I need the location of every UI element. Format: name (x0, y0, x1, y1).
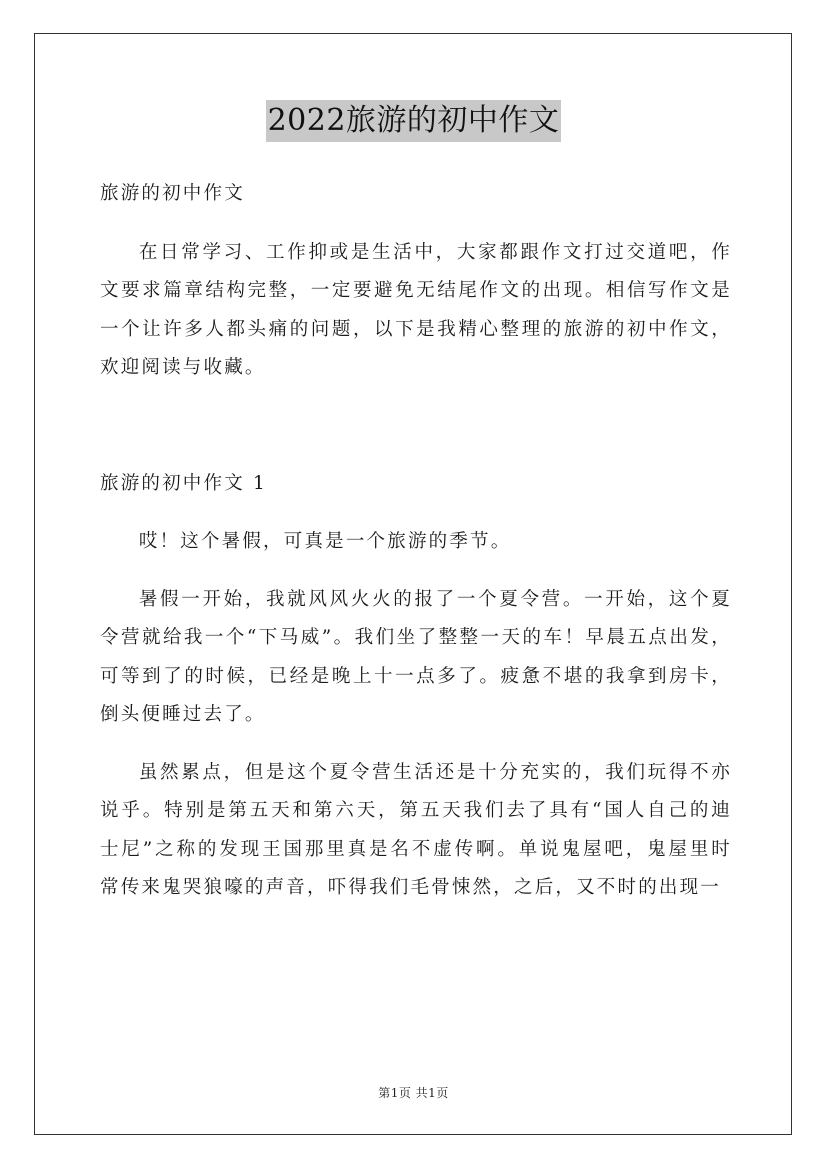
essay-paragraph: 虽然累点，但是这个夏令营生活还是十分充实的，我们玩得不亦说乎。特别是第五天和第六天，第五天我们去了具有“国人自己的迪士尼”之称的发现王国那里真是名不虚传啊。单说鬼屋吧，鬼屋里时常传来鬼哭狼嚎的声音，吓得我们毛骨悚然，之后，又不时的出现一 (100, 761, 732, 898)
title-container (0, 100, 827, 142)
section-heading: 旅游的初中作文 (100, 183, 245, 204)
page-footer (0, 1084, 827, 1101)
spacer (100, 407, 732, 465)
intro-paragraph: 在日常学习、工作抑或是生活中，大家都跟作文打过交道吧，作文要求篇章结构完整，一定要避免无结尾作文的出现。相信写作文是一个让许多人都头痛的问题，以下是我精心整理的旅游的初中作文，欢迎阅读与收藏。 (100, 241, 732, 378)
essay-heading: 旅游的初中作文 1 (100, 472, 267, 494)
document-title: 2022旅游的初中作文 (266, 100, 562, 142)
essay-paragraph: 暑假一开始，我就风风火火的报了一个夏令营。一开始，这个夏令营就给我一个“下马威”。我们坐了整整一天的车！早晨五点出发，可等到了的时候，已经是晚上十一点多了。疲惫不堪的我拿到房卡，倒头便睡过去了。 (100, 588, 732, 725)
document-body (100, 175, 732, 927)
page-number: 第1页 共1页 (378, 1086, 449, 1100)
essay-paragraph: 哎！这个暑假，可真是一个旅游的季节。 (138, 531, 512, 552)
